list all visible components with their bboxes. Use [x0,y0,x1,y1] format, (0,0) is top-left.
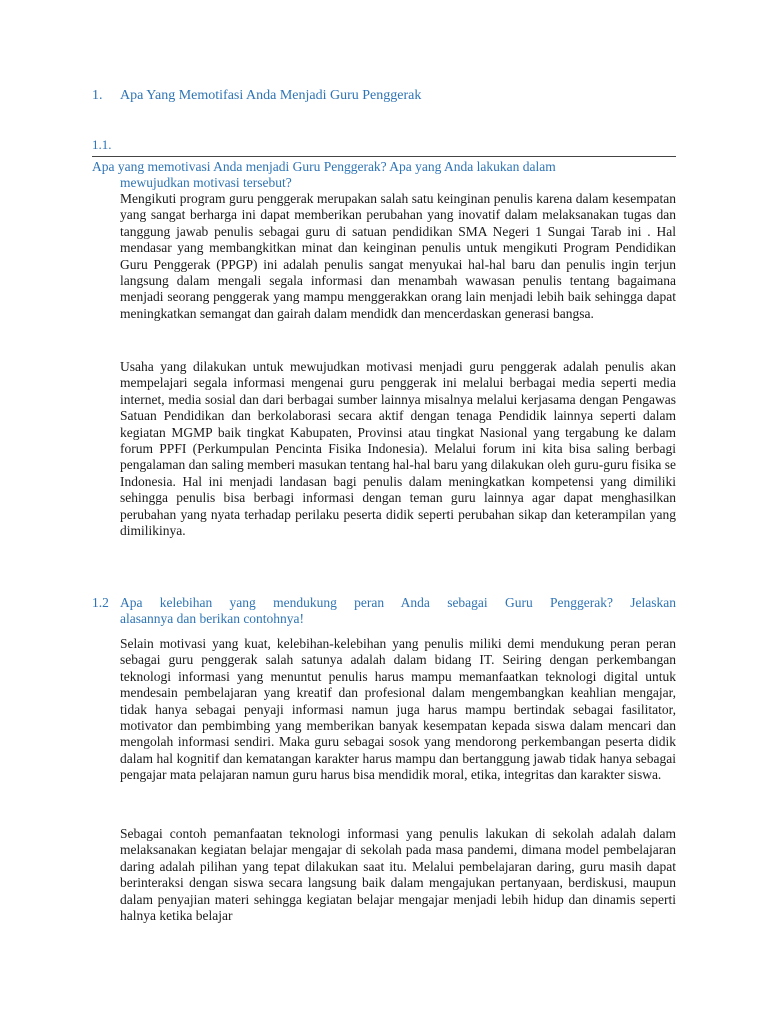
section-1-2-question [92,595,676,627]
section-1-1-paragraph-2: Usaha yang dilakukan untuk mewujudkan motivasi menjadi guru penggerak adalah penulis akan mempelajari segala informasi mengenai guru penggerak ini melalui berbagai media seperti media internet, media sosial dan dari berbagai sumber lainnya misalnya melalui kerjasama dengan Pengawas Satuan Pendidikan dan berkolaborasi secara aktif dengan tenaga Pendidik lainnya seperti dalam kegiatan MGMP baik tingkat Kabupaten, Provinsi atau tingkat Nasional yang tergabung ke dalam forum PPFI (Perkumpulan Pencinta Fisika Indonesia). Melalui forum ini kita bisa saling berbagi pengalaman dan saling memberi masukan tentang hal-hal baru yang dilakukan oleh guru-guru fisika se Indonesia. Hal ini menjadi landasan bagi penulis dalam meningkatkan kompetensi yang dimiliki sehingga penulis bisa berbagi informasi dengan teman guru lainnya agar dapat menghasilkan perubahan yang nyata terhadap perilaku peserta didik seperti perubahan sikap dan keterampilan yang dimilikinya. [120,359,676,539]
heading-text: Apa Yang Memotifasi Anda Menjadi Guru Penggerak [120,88,422,103]
heading-number: 1. [92,88,103,103]
section-1-2-paragraph-1: Selain motivasi yang kuat, kelebihan-kelebihan yang penulis miliki demi mendukung peran peran sebagai guru penggerak salah satunya adalah dalam bidang IT. Seiring dengan perkembangan teknologi informasi yang menuntut penulis harus mampu memanfaatkan teknologi digital untuk mendesain pembelajaran yang kreatif dan profesional dalam mengembangkan keahlian mengajar, tidak hanya sebagai penyaji informasi namun juga harus mampu bertindak sebagai fasilitator, motivator dan pembimbing yang memberikan banyak kesempatan kepada siswa dalam mencari dan mengolah informasi sendiri. Maka guru sebagai sosok yang mendorong perkembangan peserta didik dalam hal kognitif dan kematangan karakter harus mampu dan bertanggung jawab tidak hanya sebagai pengajar mata pelajaran namun guru harus bisa mendidik moral, etika, integritas dan karakter siswa. [120,636,676,783]
question-line-1: Apa kelebihan yang mendukung peran Anda sebagai Guru Penggerak? Jelaskan [120,595,676,610]
section-divider [92,156,676,157]
heading-1 [92,88,421,104]
question-line-2: mewujudkan motivasi tersebut? [120,175,292,190]
section-1-1-question [92,159,676,191]
section-1-2-paragraph-2: Sebagai contoh pemanfaatan teknologi informasi yang penulis lakukan di sekolah adalah dalam melaksanakan kegiatan belajar mengajar di sekolah pada masa pandemi, dimana model pembelajaran daring adalah pilihan yang tepat dilakukan saat itu. Melalui pembelajaran daring, guru masih dapat berinteraksi dengan siswa secara langsung baik dalam mengajukan pertanyaan, berdiskusi, maupun dalam penyajian materi sehingga kegiatan belajar mengajar menjadi lebih hidup dan dinamis seperti halnya ketika belajar [120,826,676,924]
section-1-1-label: 1.1. [92,137,112,152]
section-1-2-label: 1.2 [92,595,109,610]
question-line-1: Apa yang memotivasi Anda menjadi Guru Penggerak? Apa yang Anda lakukan dalam [92,159,556,174]
question-line-2: alasannya dan berikan contohnya! [120,611,305,626]
section-1-1-paragraph-1: Mengikuti program guru penggerak merupakan salah satu keinginan penulis karena dalam kesempatan yang sangat berharga ini dapat memberikan perubahan yang inovatif dalam melaksanakan tugas dan tanggung jawab penulis sebagai guru di satuan pendidikan SMA Negeri 1 Sungai Tarab ini . Hal mendasar yang membangkitkan minat dan keinginan penulis untuk mengikuti Program Pendidikan Guru Penggerak (PPGP) ini adalah penulis sangat menyukai hal-hal baru dan penulis ingin terjun langsung dalam mengali segala informasi dan menambah wawasan penulis tentang bagaimana menjadi seorang penggerak yang mampu menggerakkan orang lain menjadi lebih baik sehingga dapat meningkatkan semangat dan gairah dalam mendidk dan mencerdaskan generasi bangsa. [120,191,676,321]
